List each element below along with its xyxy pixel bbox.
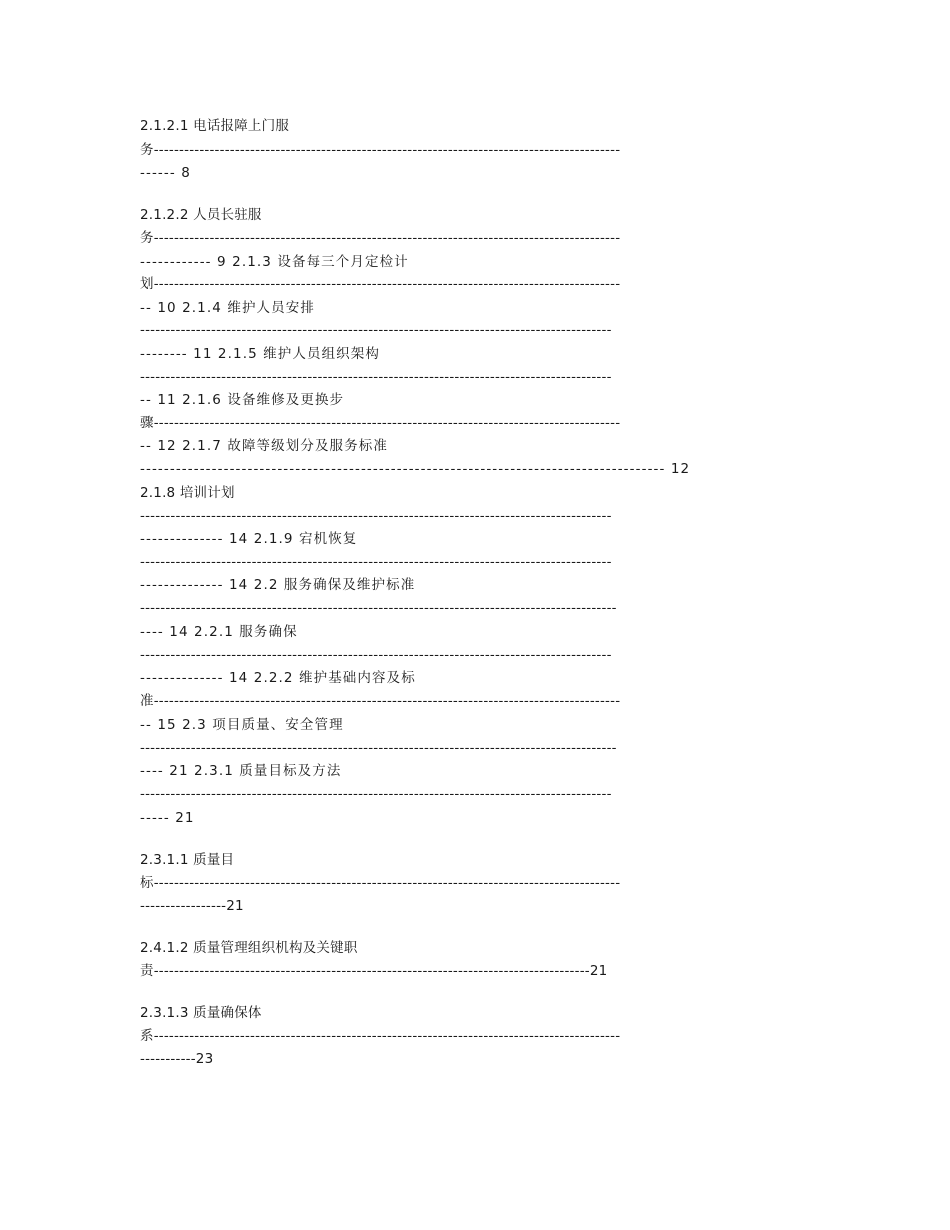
toc-line: ----- 21 <box>140 810 195 826</box>
toc-line: ------ 8 <box>140 165 191 181</box>
toc-line: ---------------------------------------------------------------------------------------------- <box>140 740 617 756</box>
toc-line: -- 15 2.3 项目质量、安全管理 <box>140 717 344 733</box>
toc-line: 系-------------------------------------------------------------------------------------------- <box>140 1028 621 1044</box>
toc-line: --------------------------------------------------------------------------------------------- <box>140 369 612 385</box>
toc-line: 2.3.1.1 质量目 <box>140 852 235 868</box>
toc-line: -----------23 <box>140 1051 214 1067</box>
toc-line: 务-------------------------------------------------------------------------------------------- <box>140 142 621 158</box>
toc-line: ------------ 9 2.1.3 设备每三个月定检计 <box>140 254 409 270</box>
toc-line: 2.1.2.2 人员长驻服 <box>140 207 262 223</box>
toc-line: ---- 14 2.2.1 服务确保 <box>140 624 298 640</box>
toc-line: ---------------------------------------------------------------------------------------- 12 <box>140 461 691 477</box>
toc-line: 划-------------------------------------------------------------------------------------------- <box>140 276 621 292</box>
toc-line: --------------------------------------------------------------------------------------------- <box>140 322 612 338</box>
toc-line: 务-------------------------------------------------------------------------------------------- <box>140 230 621 246</box>
toc-line: -------------- 14 2.2 服务确保及维护标准 <box>140 577 416 593</box>
toc-line: ---- 21 2.3.1 质量目标及方法 <box>140 763 342 779</box>
toc-line: --------------------------------------------------------------------------------------------- <box>140 647 612 663</box>
toc-line: 准-------------------------------------------------------------------------------------------- <box>140 693 621 709</box>
toc-line: 骤-------------------------------------------------------------------------------------------- <box>140 415 621 431</box>
toc-line: -- 12 2.1.7 故障等级划分及服务标准 <box>140 438 388 454</box>
toc-line: ---------------------------------------------------------------------------------------------- <box>140 600 617 616</box>
toc-line: -------- 11 2.1.5 维护人员组织架构 <box>140 346 380 362</box>
toc-line: 责--------------------------------------------------------------------------------------21 <box>140 963 608 979</box>
toc-line: 2.1.8 培训计划 <box>140 485 235 501</box>
toc-line: 标-------------------------------------------------------------------------------------------- <box>140 875 621 891</box>
toc-line: -- 10 2.1.4 维护人员安排 <box>140 300 315 316</box>
toc-line: 2.1.2.1 电话报障上门服 <box>140 118 290 134</box>
toc-line: -----------------21 <box>140 898 244 914</box>
toc-line: -- 11 2.1.6 设备维修及更换步 <box>140 392 345 408</box>
toc-line: --------------------------------------------------------------------------------------------- <box>140 786 612 802</box>
toc-line: --------------------------------------------------------------------------------------------- <box>140 554 612 570</box>
toc-line: 2.3.1.3 质量确保体 <box>140 1005 262 1021</box>
toc-line: --------------------------------------------------------------------------------------------- <box>140 508 612 524</box>
toc-line: -------------- 14 2.2.2 维护基础内容及标 <box>140 670 416 686</box>
toc-line: 2.4.1.2 质量管理组织机构及关键职 <box>140 940 358 956</box>
toc-line: -------------- 14 2.1.9 宕机恢复 <box>140 531 358 547</box>
